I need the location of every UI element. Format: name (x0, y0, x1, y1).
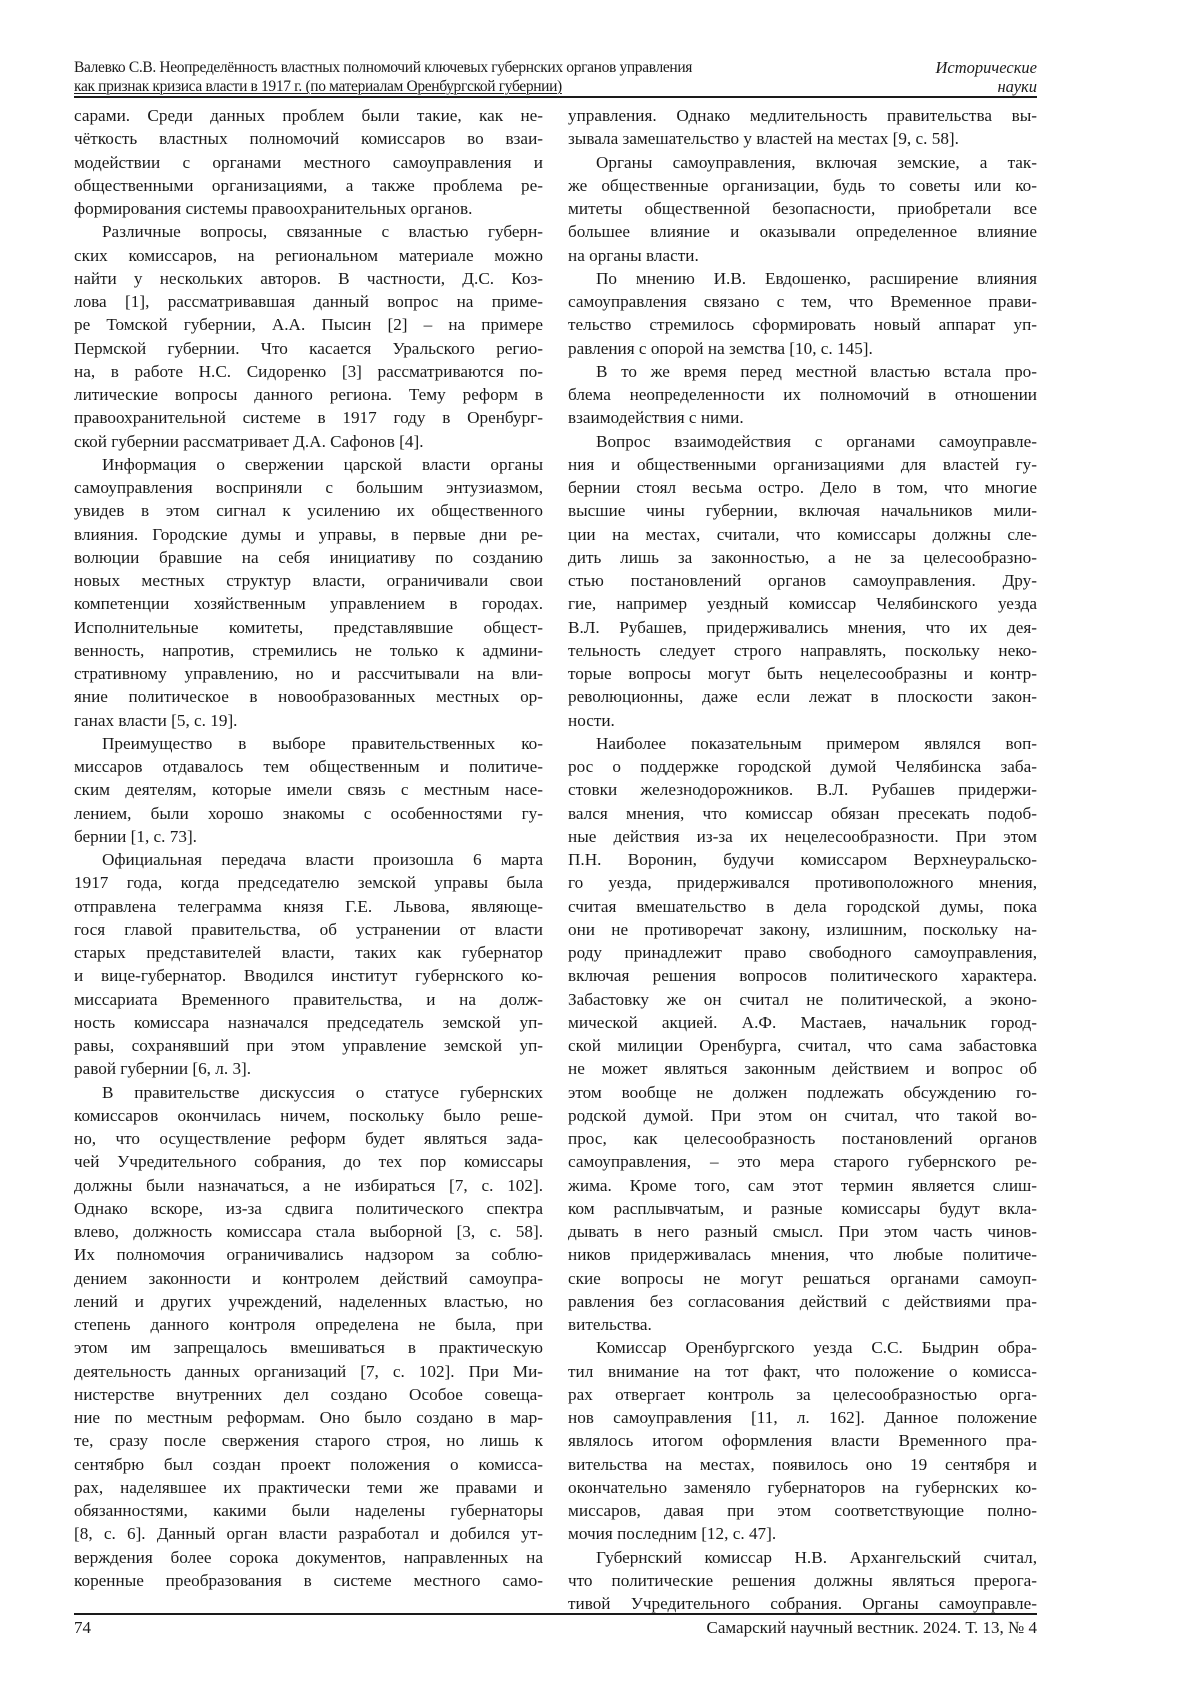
text-line: миссариата Временного правительства, и на долж- (74, 989, 543, 1009)
text-line: самоуправления, – это мера старого губернского ре- (568, 1152, 1037, 1172)
text-line: гие, например уездный комиссар Челябинского уезда (568, 594, 1037, 614)
text-line: деятельность данных организаций [7, с. 102]. При Ми- (74, 1361, 543, 1381)
text-line: рах отвергает контроль за целесообразностью орга- (568, 1384, 1037, 1404)
text-line: [8, с. 6]. Данный орган власти разработал и добился ут- (74, 1524, 543, 1544)
text-line: Их полномочия ограничивались надзором за соблю- (74, 1245, 543, 1265)
text-line: Забастовку же он считал не политической, а эконо- (568, 989, 1037, 1009)
text-line: миссаров отдавалось тем общественным и политиче- (74, 757, 543, 776)
text-line: бернии стоял весьма остро. Дело в том, что многие (568, 478, 1037, 497)
text-line: большее влияние и оказывали определенное влияние (568, 222, 1037, 242)
text-line: включая решения вопросов политического характера. (568, 966, 1037, 986)
text-line: этом вообще не должен подлежать обсуждению го- (568, 1082, 1037, 1102)
text-line: комиссаров окончилась ничем, поскольку было реше- (74, 1105, 543, 1125)
header-rule (74, 96, 1037, 98)
text-line: высшие чины губернии, включая начальников мили- (568, 501, 1037, 521)
text-line: ников придерживалась мнения, что любые политиче- (568, 1245, 1037, 1265)
text-line: ния и общественными организациями для властей гу- (568, 454, 1037, 474)
text-line: родской думой. При этом он считал, что такой во- (568, 1105, 1037, 1125)
text-line: рос о поддержке городской думой Челябинска заба- (568, 757, 1037, 776)
text-line: же общественные организации, будь то советы или ко- (568, 175, 1037, 195)
text-line: нистерстве внутренних дел создано Особое совеща- (74, 1384, 543, 1404)
text-line: ние по местным реформам. Оно было создано в мар- (74, 1408, 543, 1427)
text-line: миссаров, давая при этом соответствующие полно- (568, 1501, 1037, 1520)
text-line: взаимодействия с ними. (568, 408, 744, 428)
text-line: ность комиссара назначался председатель земской уп- (74, 1012, 543, 1032)
text-line: мочия последним [12, с. 47]. (568, 1524, 777, 1544)
text-line: стовки железнодорожников. В.Л. Рубашев придержи- (568, 780, 1037, 800)
text-line: 1917 года, когда председателю земской управы была (74, 873, 543, 893)
text-line: лением, были хорошо знакомы с особенностями гу- (74, 803, 543, 823)
running-header (74, 58, 1037, 98)
text-line: найти у нескольких авторов. В частности, Д.С. Коз- (74, 268, 543, 288)
text-line: мической акцией. А.Ф. Мастаев, начальник город- (568, 1012, 1037, 1032)
journal-citation: Самарский научный вестник. 2024. Т. 13, № 4 (706, 1618, 1037, 1637)
text-line: модействии с органами местного самоуправления и (74, 152, 543, 172)
text-line: являлось итогом оформления власти Временного пра- (568, 1431, 1037, 1451)
text-line: прос, как целесообразность постановлений органов (568, 1129, 1037, 1148)
paragraph-first-line: В то же время перед местной властью встала про- (596, 361, 1037, 381)
text-line: революционны, даже если лежат в плоскости закон- (568, 687, 1037, 707)
text-line: верждения более сорока документов, направленных на (74, 1547, 543, 1567)
text-line: на органы власти. (568, 245, 699, 265)
text-line: сентябрю был создан проект положения о комисса- (74, 1454, 543, 1474)
text-line: ции на местах, считали, что комиссары должны сле- (568, 524, 1037, 544)
text-line: стративному управлению, но и рассчитывали на вли- (74, 664, 543, 683)
text-line: гося главой правительства, об устранении от власти (74, 919, 543, 939)
text-line: чёткость властных полномочий комиссаров во взаи- (74, 129, 543, 149)
text-line: самоуправления связано с тем, что Временное прави- (568, 292, 1037, 311)
text-line: лений и других учреждений, наделенных властью, но (74, 1291, 543, 1311)
section-name-line: науки (997, 77, 1037, 96)
text-line: В.Л. Рубашев, придерживались мнения, что их дея- (568, 617, 1037, 637)
text-line: ные действия из-за их нецелесообразности. При этом (568, 826, 1037, 846)
text-line: ские вопросы не могут решаться органами самоуп- (568, 1268, 1037, 1288)
text-line: литические вопросы данного региона. Тему реформ в (74, 385, 543, 404)
text-line: общественными организациями, а также проблема ре- (74, 175, 543, 195)
text-line: ской губернии рассматривает Д.А. Сафонов [4]. (74, 431, 424, 451)
text-line: и вице-губернатор. Вводился институт губернского ко- (74, 966, 543, 986)
text-line: равления без согласования действий с действиями пра- (568, 1291, 1037, 1311)
text-line: лова [1], рассматривавшая данный вопрос на приме- (74, 292, 543, 311)
text-line: увидев в этом сигнал к усилению их общественного (74, 501, 543, 521)
running-title (74, 58, 854, 96)
text-column-right (568, 104, 1037, 1615)
text-line: вался мнения, что комиссар обязан пресекать подоб- (568, 803, 1037, 823)
text-line: степень данного контроля определена не была, при (74, 1315, 543, 1334)
text-line: ским деятелям, которые имели связь с местным насе- (74, 780, 543, 800)
paragraph-first-line: Информация о свержении царской власти органы (102, 454, 543, 474)
text-line: старых представителей власти, таких как губернатор (74, 943, 543, 962)
text-line: компетенции хозяйственным управлением в городах. (74, 594, 543, 614)
text-line: стью постановлений органов самоуправления. Дру- (568, 571, 1037, 590)
text-line: управления. Однако медлительность правительства вы- (568, 106, 1037, 125)
text-line: этом им запрещалось вмешиваться в практическую (74, 1338, 543, 1358)
text-line: формирования системы правоохранительных органов. (74, 199, 473, 218)
text-line: считая вмешательство в дела городской думы, пока (568, 896, 1037, 916)
section-name (936, 58, 1038, 96)
text-line: вительства на местах, появилось оно 19 сентября и (568, 1454, 1037, 1474)
text-line: П.Н. Воронин, будучи комиссаром Верхнеуральско- (568, 850, 1037, 869)
text-line: волюции бравшие на себя инициативу по созданию (74, 547, 543, 567)
page-number: 74 (74, 1618, 91, 1637)
text-line: отправлена телеграмма князя Г.Е. Львова, являюще- (74, 896, 543, 916)
text-line: го уезда, придерживался противоположного мнения, (568, 873, 1037, 893)
text-line: бернии [1, с. 73]. (74, 826, 197, 846)
text-line: обязанностями, какими были наделены губернаторы (74, 1501, 543, 1520)
text-line: вительства. (568, 1315, 652, 1334)
text-line: чей Учредительного собрания, до тех пор комиссары (74, 1152, 543, 1172)
paragraph-first-line: Комиссар Оренбургского уезда С.С. Быдрин обра- (596, 1338, 1037, 1358)
text-line: ской милиции Оренбурга, считал, что сама забастовка (568, 1036, 1037, 1055)
text-line: равой губернии [6, л. 3]. (74, 1059, 252, 1079)
text-line: блема неопределенности их полномочий в отношении (568, 385, 1037, 404)
text-line: на, в работе Н.С. Сидоренко [3] рассматриваются по- (74, 361, 543, 381)
text-line: дывать в него разный смысл. При этом часть чинов- (568, 1222, 1037, 1241)
text-line: ских комиссаров, на региональном материале можно (74, 245, 543, 265)
text-line: равления с опорой на земства [10, с. 145]. (568, 338, 873, 358)
text-line: Однако вскоре, из-за сдвига политического спектра (74, 1198, 543, 1218)
section-name-line: Исторические (935, 58, 1037, 77)
text-line: ре Томской губернии, А.А. Пысин [2] – на примере (74, 315, 543, 335)
text-line: венность, напротив, стремились не только к админи- (74, 640, 543, 660)
paragraph-first-line: Органы самоуправления, включая земские, а так- (596, 152, 1037, 172)
text-line: Исполнительные комитеты, представлявшие общест- (74, 617, 543, 637)
paragraph-first-line: Различные вопросы, связанные с властью губерн- (102, 222, 543, 242)
text-line: влево, должность комиссара стала выборной [3, с. 58]. (74, 1222, 543, 1241)
footer-rule (74, 1613, 1037, 1615)
paragraph-first-line: В правительстве дискуссия о статусе губернских (102, 1082, 543, 1102)
text-column-left (74, 104, 543, 1592)
running-title-line: Валевко С.В. Неопределённость властных полномочий ключевых губернских органов управления (74, 59, 693, 76)
page-footer (74, 1617, 1037, 1641)
paragraph-first-line: Наиболее показательным примером являлся воп- (596, 733, 1037, 753)
text-line: равы, сохранявший при этом управление земской уп- (74, 1036, 543, 1055)
text-line: рах, наделявшее их практически теми же правами и (74, 1477, 543, 1497)
text-line: те, сразу после свержения старого строя, но лишь к (74, 1431, 543, 1451)
text-line: должны были назначаться, а не избираться [7, с. 102]. (74, 1175, 543, 1195)
paragraph-first-line: Преимущество в выборе правительственных ко- (102, 733, 543, 753)
paragraph-first-line: Вопрос взаимодействия с органами самоуправле- (596, 431, 1037, 451)
text-line: ности. (568, 710, 615, 730)
text-line: новых местных структур власти, ограничивали свои (74, 571, 543, 590)
paragraph-first-line: Губернский комиссар Н.В. Архангельский считал, (596, 1547, 1037, 1567)
text-line: тил внимание на тот факт, что положение о комисса- (568, 1361, 1037, 1381)
text-line: что политические решения должны являться прерога- (568, 1570, 1037, 1590)
text-line: ганах власти [5, с. 19]. (74, 710, 238, 730)
text-line: они не противоречат закону, излишним, поскольку на- (568, 919, 1037, 939)
text-line: сарами. Среди данных проблем были такие, как не- (74, 106, 543, 125)
text-line: жима. Кроме того, сам этот термин является слиш- (568, 1175, 1037, 1195)
text-line: коренные преобразования в системе местного само- (74, 1570, 543, 1590)
text-line: правоохранительной системе в 1917 году в Оренбург- (74, 408, 543, 428)
text-line: тельство стремилось сформировать новый аппарат уп- (568, 315, 1037, 335)
text-line: тивой Учредительного собрания. Органы самоуправле- (568, 1594, 1037, 1613)
text-line: не может являться законным действием и вопрос об (568, 1059, 1037, 1079)
text-line: нов самоуправления [11, л. 162]. Данное положение (568, 1408, 1037, 1427)
running-title-line: как признак кризиса власти в 1917 г. (по материалам Оренбургской губернии) (74, 78, 562, 95)
text-line: окончательно заменяло губернаторов на губернских ко- (568, 1477, 1037, 1497)
text-line: самоуправления восприняли с большим энтузиазмом, (74, 478, 543, 497)
text-line: ком расплывчатым, и разные комиссары будут вкла- (568, 1198, 1037, 1218)
text-line: торые вопросы могут быть нецелесообразны и контр- (568, 664, 1037, 683)
text-line: дить лишь за законностью, а не за целесообразно- (568, 547, 1037, 567)
text-line: яние политическое в новообразованных местных ор- (74, 687, 543, 707)
paragraph-first-line: По мнению И.В. Евдошенко, расширение влияния (596, 268, 1037, 288)
text-line: митеты общественной безопасности, приобретали все (568, 199, 1037, 218)
text-line: зывала замешательство у властей на местах [9, с. 58]. (568, 129, 959, 149)
text-line: роду принадлежит право свободного самоуправления, (568, 943, 1037, 962)
text-line: дением законности и контролем действий самоупра- (74, 1268, 543, 1288)
paragraph-first-line: Официальная передача власти произошла 6 марта (102, 850, 543, 869)
text-line: Пермской губернии. Что касается Уральского регио- (74, 338, 543, 358)
text-line: влияния. Городские думы и управы, в первые дни ре- (74, 524, 543, 544)
text-line: тельность следует строго направлять, поскольку неко- (568, 640, 1037, 660)
text-line: но, что осуществление реформ будет являться зада- (74, 1129, 543, 1148)
